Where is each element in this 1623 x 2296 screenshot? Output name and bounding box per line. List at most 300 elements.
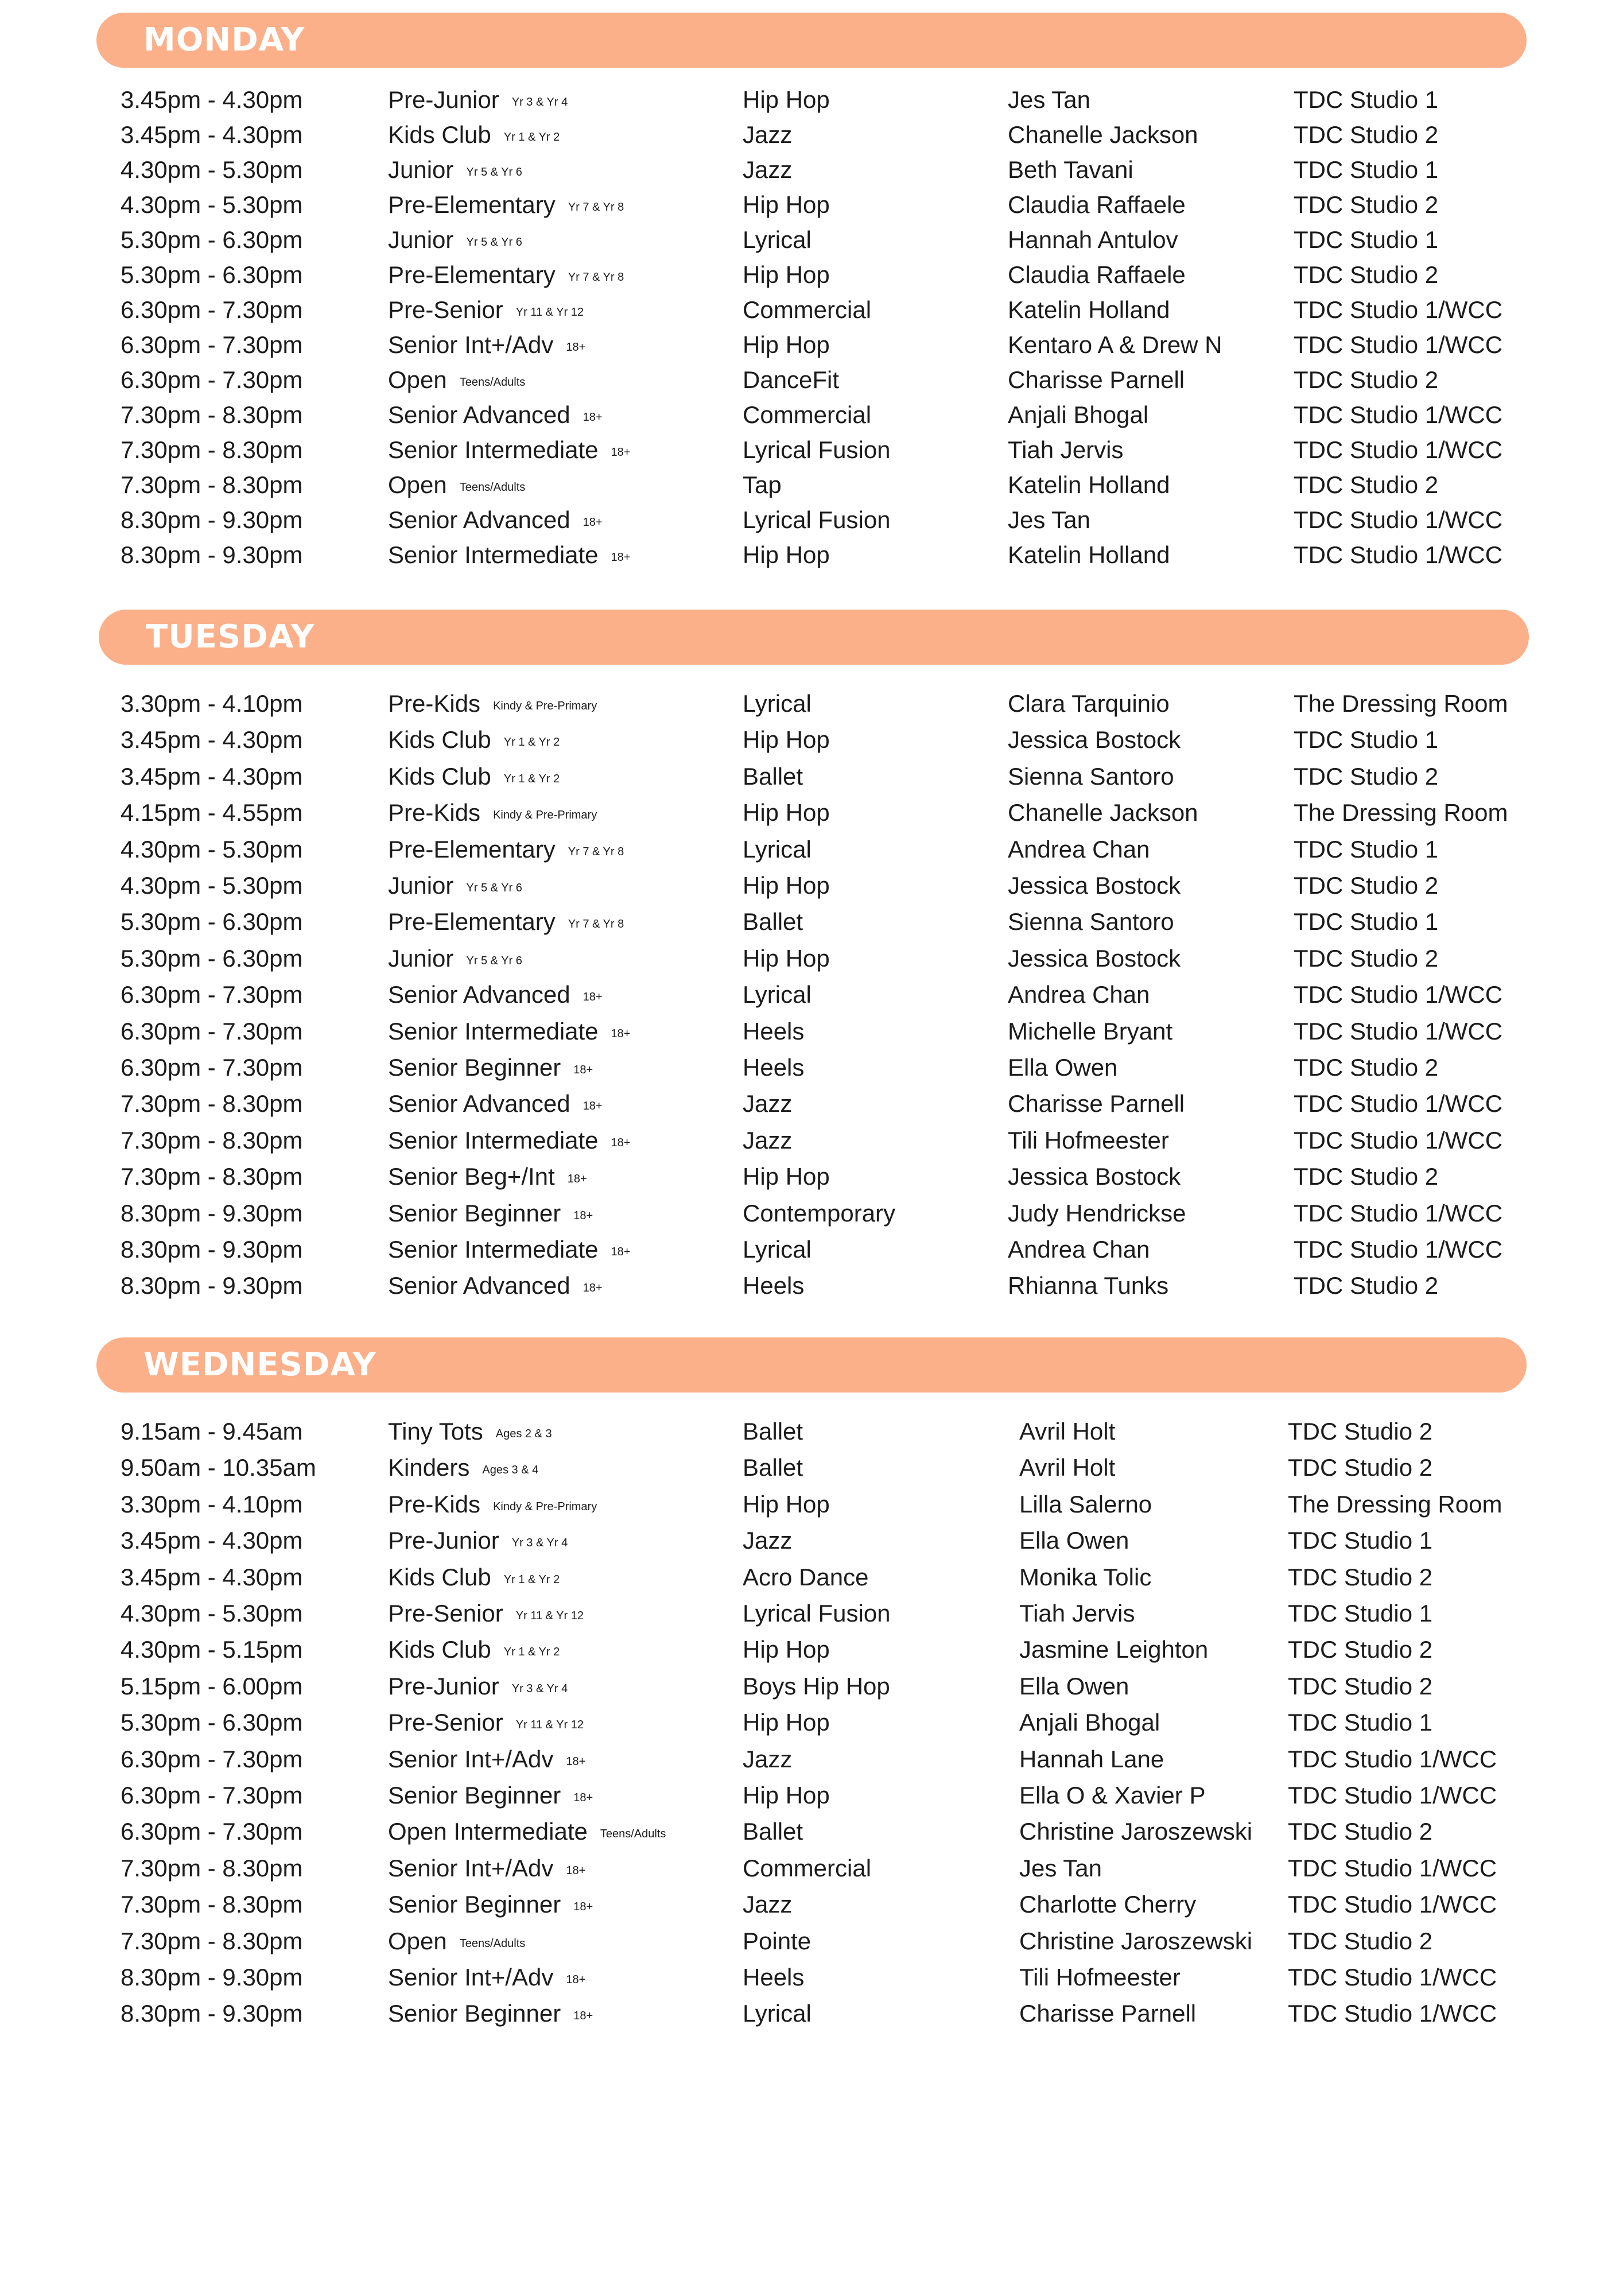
studio-location: TDC Studio 1/WCC — [1294, 436, 1503, 463]
schedule-row — [0, 468, 1623, 502]
dance-style: Lyrical Fusion — [743, 436, 891, 463]
schedule-row — [0, 1050, 1623, 1085]
class-level — [388, 258, 624, 294]
studio-location: TDC Studio 1/WCC — [1288, 1891, 1497, 1918]
level-name: Senior Beginner — [388, 1891, 561, 1918]
studio-location: TDC Studio 1/WCC — [1294, 1126, 1503, 1154]
schedule-row — [0, 1232, 1623, 1267]
level-name: Pre-Elementary — [388, 908, 556, 936]
class-time: 5.30pm - 6.30pm — [121, 261, 303, 288]
teacher-name: Jessica Bostock — [1008, 944, 1181, 972]
class-level — [388, 1014, 630, 1051]
teacher-name: Andrea Chan — [1008, 1236, 1150, 1263]
teacher-name: Anjali Bhogal — [1019, 1709, 1160, 1736]
dance-style: Hip Hop — [743, 1782, 830, 1809]
level-name: Senior Beginner — [388, 1199, 561, 1227]
class-level — [388, 1269, 603, 1305]
teacher-name: Tiah Jervis — [1019, 1600, 1135, 1627]
day-title: TUESDAY — [146, 618, 315, 656]
teacher-name: Ella Owen — [1019, 1672, 1129, 1700]
studio-location: TDC Studio 2 — [1288, 1818, 1433, 1845]
dance-style: Ballet — [743, 1418, 803, 1445]
age-group: Ages 3 & 4 — [482, 1464, 539, 1477]
schedule-row — [0, 868, 1623, 903]
teacher-name: Katelin Holland — [1008, 471, 1170, 498]
level-name: Pre-Senior — [388, 1600, 503, 1627]
class-time: 6.30pm - 7.30pm — [121, 981, 303, 1009]
teacher-name: Tili Hofmeester — [1019, 1964, 1181, 1991]
age-group: Yr 1 & Yr 2 — [503, 736, 560, 749]
teacher-name: Tiah Jervis — [1008, 436, 1124, 463]
schedule-row — [0, 687, 1623, 721]
dance-style: Tap — [743, 471, 782, 498]
age-group: Kindy & Pre-Primary — [493, 809, 597, 822]
class-time: 8.30pm - 9.30pm — [121, 1236, 303, 1263]
age-group: 18+ — [611, 1246, 631, 1258]
schedule-row — [0, 1414, 1623, 1449]
studio-location: TDC Studio 2 — [1294, 762, 1439, 790]
studio-location: TDC Studio 1/WCC — [1288, 1854, 1497, 1882]
age-group: Yr 3 & Yr 4 — [511, 96, 568, 108]
teacher-name: Chanelle Jackson — [1008, 799, 1198, 827]
studio-location: TDC Studio 2 — [1294, 471, 1439, 498]
class-time: 3.30pm - 4.10pm — [121, 1490, 303, 1518]
schedule-row — [0, 941, 1623, 976]
class-time: 6.30pm - 7.30pm — [121, 1054, 303, 1081]
level-name: Open — [388, 1927, 447, 1954]
age-group: 18+ — [573, 1791, 593, 1804]
teacher-name: Jes Tan — [1008, 506, 1090, 533]
age-group: Yr 5 & Yr 6 — [466, 954, 522, 967]
teacher-name: Monika Tolic — [1019, 1563, 1152, 1591]
class-time: 6.30pm - 7.30pm — [121, 331, 303, 358]
schedule-row — [0, 1523, 1623, 1558]
class-level — [388, 1560, 560, 1597]
level-name: Senior Intermediate — [388, 1017, 599, 1045]
age-group: 18+ — [611, 446, 631, 459]
class-level — [388, 328, 585, 364]
class-time: 8.30pm - 9.30pm — [121, 2000, 303, 2027]
dance-style: Hip Hop — [743, 331, 830, 358]
teacher-name: Tili Hofmeester — [1008, 1126, 1169, 1154]
schedule-row — [0, 1450, 1623, 1485]
dance-style: Jazz — [743, 156, 793, 183]
schedule-row — [0, 1887, 1623, 1922]
studio-location: TDC Studio 2 — [1288, 1418, 1433, 1445]
teacher-name: Beth Tavani — [1008, 156, 1133, 183]
class-time: 3.45pm - 4.30pm — [121, 762, 303, 790]
class-level — [388, 503, 603, 540]
class-time: 9.50am - 10.35am — [121, 1454, 316, 1481]
studio-location: TDC Studio 1/WCC — [1294, 506, 1503, 533]
dance-style: Commercial — [743, 401, 872, 428]
age-group: 18+ — [567, 1173, 587, 1186]
day-banner — [96, 13, 1527, 68]
teacher-name: Christine Jaroszewski — [1019, 1818, 1253, 1845]
class-level — [388, 723, 560, 759]
teacher-name: Andrea Chan — [1008, 835, 1150, 863]
teacher-name: Ella Owen — [1019, 1527, 1129, 1554]
level-name: Pre-Elementary — [388, 835, 556, 863]
class-time: 7.30pm - 8.30pm — [121, 1854, 303, 1882]
age-group: Teens/Adults — [459, 376, 526, 389]
class-level — [388, 223, 522, 259]
class-time: 8.30pm - 9.30pm — [121, 1964, 303, 1991]
schedule-row — [0, 832, 1623, 867]
level-name: Kids Club — [388, 762, 491, 790]
studio-location: TDC Studio 1/WCC — [1294, 1199, 1503, 1227]
schedule-row — [0, 1196, 1623, 1231]
teacher-name: Anjali Bhogal — [1008, 401, 1149, 428]
age-group: Yr 7 & Yr 8 — [568, 845, 624, 858]
class-level — [388, 1123, 630, 1160]
dance-style: Contemporary — [743, 1199, 896, 1227]
age-group: 18+ — [573, 1901, 593, 1914]
level-name: Senior Int+/Adv — [388, 1964, 554, 1991]
class-time: 4.30pm - 5.30pm — [121, 156, 303, 183]
teacher-name: Jessica Bostock — [1008, 872, 1181, 899]
schedule-row — [0, 363, 1623, 397]
dance-style: Hip Hop — [743, 86, 830, 113]
teacher-name: Charisse Parnell — [1008, 366, 1185, 393]
age-group: Yr 11 & Yr 12 — [515, 1609, 584, 1622]
dance-style: Heels — [743, 1017, 805, 1045]
teacher-name: Judy Hendrickse — [1008, 1199, 1186, 1227]
class-level — [388, 468, 525, 505]
age-group: 18+ — [583, 1100, 603, 1113]
level-name: Pre-Kids — [388, 690, 481, 717]
age-group: 18+ — [583, 516, 603, 529]
teacher-name: Clara Tarquinio — [1008, 690, 1170, 717]
studio-location: TDC Studio 2 — [1288, 1636, 1433, 1663]
level-name: Pre-Senior — [388, 1709, 503, 1736]
teacher-name: Michelle Bryant — [1008, 1017, 1173, 1045]
studio-location: TDC Studio 1/WCC — [1294, 401, 1503, 428]
schedule-row — [0, 1924, 1623, 1958]
dance-style: Heels — [743, 1272, 805, 1300]
dance-style: Hip Hop — [743, 191, 830, 218]
schedule-row — [0, 1960, 1623, 1995]
schedule-row — [0, 1632, 1623, 1667]
schedule-row — [0, 83, 1623, 117]
dance-style: Jazz — [743, 1527, 793, 1554]
class-time: 6.30pm - 7.30pm — [121, 1782, 303, 1809]
class-time: 3.45pm - 4.30pm — [121, 726, 303, 754]
teacher-name: Jes Tan — [1008, 86, 1090, 113]
class-time: 9.15am - 9.45am — [121, 1418, 303, 1445]
schedule-row — [0, 1596, 1623, 1631]
age-group: Ages 2 & 3 — [495, 1428, 552, 1440]
level-name: Kids Club — [388, 121, 491, 148]
teacher-name: Ella Owen — [1008, 1054, 1118, 1081]
age-group: Teens/Adults — [459, 481, 526, 494]
class-time: 3.30pm - 4.10pm — [121, 690, 303, 717]
schedule-row — [0, 328, 1623, 362]
level-name: Senior Intermediate — [388, 1126, 599, 1154]
dance-style: Commercial — [743, 1854, 872, 1882]
class-level — [388, 398, 603, 435]
studio-location: TDC Studio 1 — [1294, 726, 1439, 754]
dance-style: Hip Hop — [743, 944, 830, 972]
level-name: Senior Advanced — [388, 981, 570, 1009]
class-level — [388, 1814, 666, 1851]
schedule-row — [0, 118, 1623, 152]
age-group: Yr 7 & Yr 8 — [568, 271, 624, 284]
class-level — [388, 1996, 593, 2033]
class-time: 8.30pm - 9.30pm — [121, 541, 303, 568]
dance-style: Hip Hop — [743, 1636, 830, 1663]
age-group: Yr 7 & Yr 8 — [568, 201, 624, 214]
studio-location: The Dressing Room — [1294, 690, 1508, 717]
level-name: Pre-Senior — [388, 296, 503, 323]
teacher-name: Rhianna Tunks — [1008, 1272, 1169, 1300]
teacher-name: Christine Jaroszewski — [1019, 1927, 1253, 1954]
age-group: 18+ — [611, 551, 631, 564]
studio-location: TDC Studio 2 — [1294, 366, 1439, 393]
dance-style: Hip Hop — [743, 799, 830, 827]
dance-style: Jazz — [743, 1745, 793, 1773]
dance-style: Lyrical — [743, 2000, 812, 2027]
class-time: 5.30pm - 6.30pm — [121, 944, 303, 972]
teacher-name: Hannah Antulov — [1008, 226, 1178, 253]
level-name: Pre-Junior — [388, 1672, 499, 1700]
class-time: 8.30pm - 9.30pm — [121, 506, 303, 533]
class-level — [388, 1487, 597, 1524]
dance-style: Hip Hop — [743, 261, 830, 288]
class-level — [388, 1960, 585, 1997]
dance-style: Hip Hop — [743, 1709, 830, 1736]
teacher-name: Andrea Chan — [1008, 981, 1150, 1009]
level-name: Pre-Elementary — [388, 261, 556, 288]
schedule-row — [0, 258, 1623, 292]
studio-location: TDC Studio 1/WCC — [1294, 981, 1503, 1009]
class-time: 5.15pm - 6.00pm — [121, 1672, 303, 1700]
level-name: Senior Beg+/Int — [388, 1163, 555, 1190]
class-time: 7.30pm - 8.30pm — [121, 1927, 303, 1954]
age-group: 18+ — [573, 1064, 593, 1076]
class-level — [388, 941, 522, 978]
class-level — [388, 905, 624, 941]
class-level — [388, 1050, 593, 1087]
teacher-name: Charlotte Cherry — [1019, 1891, 1197, 1918]
class-time: 7.30pm - 8.30pm — [121, 471, 303, 498]
studio-location: TDC Studio 1/WCC — [1288, 1964, 1497, 1991]
age-group: 18+ — [573, 2010, 593, 2023]
level-name: Senior Intermediate — [388, 541, 599, 568]
class-time: 5.30pm - 6.30pm — [121, 226, 303, 253]
age-group: Teens/Adults — [459, 1937, 526, 1950]
class-time: 7.30pm - 8.30pm — [121, 1126, 303, 1154]
schedule-row — [0, 1851, 1623, 1886]
studio-location: TDC Studio 2 — [1294, 944, 1439, 972]
class-level — [388, 978, 603, 1014]
age-group: Yr 3 & Yr 4 — [511, 1682, 568, 1695]
age-group: 18+ — [611, 1027, 631, 1040]
level-name: Senior Beginner — [388, 2000, 561, 2027]
level-name: Senior Intermediate — [388, 436, 599, 463]
dance-style: Hip Hop — [743, 541, 830, 568]
class-time: 7.30pm - 8.30pm — [121, 1163, 303, 1190]
studio-location: The Dressing Room — [1294, 799, 1508, 827]
class-time: 3.45pm - 4.30pm — [121, 1527, 303, 1554]
class-time: 4.30pm - 5.15pm — [121, 1636, 303, 1663]
teacher-name: Avril Holt — [1019, 1418, 1116, 1445]
teacher-name: Charisse Parnell — [1019, 2000, 1197, 2027]
class-level — [388, 363, 525, 400]
class-level — [388, 1450, 538, 1487]
dance-style: Ballet — [743, 762, 803, 790]
level-name: Open — [388, 366, 447, 393]
class-time: 6.30pm - 7.30pm — [121, 296, 303, 323]
class-time: 6.30pm - 7.30pm — [121, 1745, 303, 1773]
level-name: Pre-Junior — [388, 1527, 499, 1554]
dance-style: Jazz — [743, 1090, 793, 1118]
class-time: 4.30pm - 5.30pm — [121, 872, 303, 899]
schedule-row — [0, 293, 1623, 327]
level-name: Senior Advanced — [388, 1090, 570, 1118]
teacher-name: Lilla Salerno — [1019, 1490, 1152, 1518]
level-name: Pre-Kids — [388, 799, 481, 827]
studio-location: TDC Studio 1/WCC — [1288, 1745, 1497, 1773]
level-name: Senior Beginner — [388, 1054, 561, 1081]
dance-style: Jazz — [743, 1126, 793, 1154]
class-time: 4.30pm - 5.30pm — [121, 1600, 303, 1627]
schedule-row — [0, 1014, 1623, 1049]
studio-location: TDC Studio 1 — [1294, 908, 1439, 936]
studio-location: TDC Studio 2 — [1294, 121, 1439, 148]
class-time: 4.30pm - 5.30pm — [121, 191, 303, 218]
dance-style: Acro Dance — [743, 1563, 869, 1591]
class-time: 5.30pm - 6.30pm — [121, 1709, 303, 1736]
dance-style: Lyrical Fusion — [743, 1600, 891, 1627]
class-time: 8.30pm - 9.30pm — [121, 1199, 303, 1227]
dance-style: Lyrical — [743, 690, 812, 717]
age-group: Yr 5 & Yr 6 — [466, 166, 522, 179]
schedule-row — [0, 796, 1623, 830]
schedule-row — [0, 1742, 1623, 1777]
dance-style: Lyrical Fusion — [743, 506, 891, 533]
class-level — [388, 1523, 568, 1560]
dance-style: Hip Hop — [743, 872, 830, 899]
age-group: 18+ — [573, 1209, 593, 1222]
schedule-row — [0, 223, 1623, 257]
studio-location: TDC Studio 1/WCC — [1294, 296, 1503, 323]
age-group: Kindy & Pre-Primary — [493, 700, 597, 712]
studio-location: TDC Studio 1/WCC — [1294, 541, 1503, 568]
age-group: 18+ — [611, 1136, 631, 1149]
teacher-name: Claudia Raffaele — [1008, 191, 1186, 218]
class-level — [388, 1778, 593, 1815]
age-group: Yr 7 & Yr 8 — [568, 918, 624, 931]
schedule-row — [0, 1159, 1623, 1194]
age-group: 18+ — [566, 1973, 586, 1986]
class-time: 5.30pm - 6.30pm — [121, 908, 303, 936]
class-level — [388, 538, 630, 575]
class-level — [388, 1632, 560, 1669]
age-group: Yr 1 & Yr 2 — [503, 1573, 560, 1586]
studio-location: TDC Studio 1 — [1288, 1600, 1433, 1627]
dance-style: Jazz — [743, 1891, 793, 1918]
level-name: Kids Club — [388, 726, 491, 754]
schedule-row — [0, 188, 1623, 222]
class-time: 4.30pm - 5.30pm — [121, 835, 303, 863]
class-level — [388, 1159, 587, 1196]
dance-style: Lyrical — [743, 1236, 812, 1263]
schedule-row — [0, 905, 1623, 939]
age-group: Kindy & Pre-Primary — [493, 1500, 597, 1513]
level-name: Kids Club — [388, 1563, 491, 1591]
teacher-name: Katelin Holland — [1008, 296, 1170, 323]
class-level — [388, 687, 597, 723]
level-name: Senior Advanced — [388, 506, 570, 533]
teacher-name: Jessica Bostock — [1008, 726, 1181, 754]
level-name: Kids Club — [388, 1636, 491, 1663]
class-time: 7.30pm - 8.30pm — [121, 436, 303, 463]
class-time: 3.45pm - 4.30pm — [121, 86, 303, 113]
age-group: 18+ — [566, 1755, 586, 1768]
class-level — [388, 1887, 593, 1924]
class-level — [388, 83, 568, 119]
level-name: Kinders — [388, 1454, 470, 1481]
teacher-name: Sienna Santoro — [1008, 908, 1174, 936]
teacher-name: Kentaro A & Drew N — [1008, 331, 1222, 358]
schedule-row — [0, 1669, 1623, 1704]
schedule-row — [0, 1269, 1623, 1303]
studio-location: TDC Studio 1/WCC — [1288, 2000, 1497, 2027]
age-group: 18+ — [583, 991, 603, 1004]
class-level — [388, 759, 560, 796]
class-time: 6.30pm - 7.30pm — [121, 1818, 303, 1845]
schedule-row — [0, 1487, 1623, 1522]
age-group: Yr 5 & Yr 6 — [466, 236, 522, 249]
age-group: Yr 1 & Yr 2 — [503, 1646, 560, 1659]
studio-location: TDC Studio 1 — [1294, 835, 1439, 863]
schedule-row — [0, 433, 1623, 467]
studio-location: TDC Studio 2 — [1288, 1672, 1433, 1700]
class-level — [388, 153, 522, 189]
class-level — [388, 1924, 525, 1961]
level-name: Pre-Kids — [388, 1490, 481, 1518]
studio-location: TDC Studio 2 — [1294, 191, 1439, 218]
class-level — [388, 868, 522, 905]
studio-location: TDC Studio 2 — [1294, 1163, 1439, 1190]
schedule-row — [0, 978, 1623, 1012]
dance-style: DanceFit — [743, 366, 840, 393]
dance-style: Jazz — [743, 121, 793, 148]
level-name: Pre-Elementary — [388, 191, 556, 218]
age-group: Yr 5 & Yr 6 — [466, 882, 522, 894]
studio-location: TDC Studio 2 — [1288, 1454, 1433, 1481]
studio-location: TDC Studio 2 — [1294, 1272, 1439, 1300]
teacher-name: Hannah Lane — [1019, 1745, 1164, 1773]
age-group: Yr 1 & Yr 2 — [503, 131, 560, 144]
class-level — [388, 832, 624, 869]
age-group: Yr 3 & Yr 4 — [511, 1537, 568, 1550]
day-banner — [96, 1337, 1527, 1393]
teacher-name: Avril Holt — [1019, 1454, 1116, 1481]
studio-location: TDC Studio 2 — [1294, 872, 1439, 899]
level-name: Senior Intermediate — [388, 1236, 599, 1263]
dance-style: Boys Hip Hop — [743, 1672, 890, 1700]
day-title: WEDNESDAY — [143, 1346, 376, 1383]
studio-location: TDC Studio 1 — [1294, 86, 1439, 113]
class-time: 7.30pm - 8.30pm — [121, 1090, 303, 1118]
age-group: Teens/Adults — [600, 1828, 666, 1841]
dance-style: Ballet — [743, 908, 803, 936]
teacher-name: Chanelle Jackson — [1008, 121, 1198, 148]
schedule-row — [0, 1705, 1623, 1740]
class-level — [388, 1851, 585, 1888]
